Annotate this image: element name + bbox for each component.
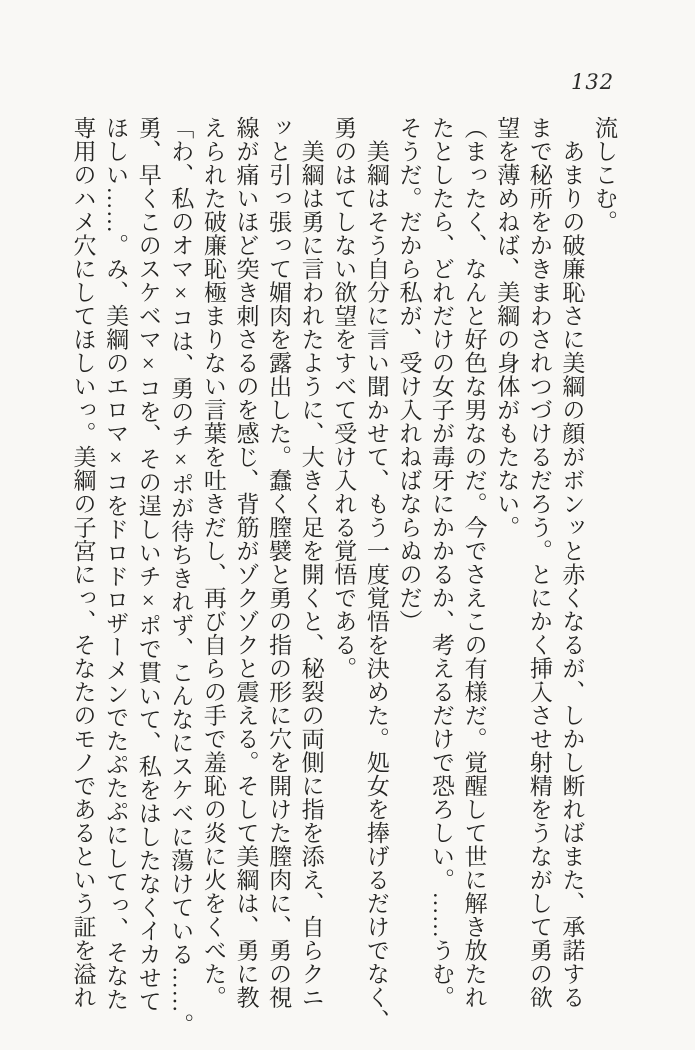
page-number: 132 — [571, 70, 615, 94]
text-line: 専用のハメ穴にしてほしいっ。美綱の子宮にっ、そなたのモノであるという証を溢れ — [70, 116, 96, 1009]
text-line: ほしい……。み、美綱のエロマ×コをドロドロザーメンでたぷたぷにしてっ、そなた — [103, 116, 129, 1011]
text-line: えられた破廉恥極まりない言葉を吐きだし、再び自らの手で羞恥の炎に火をくべた。 — [200, 116, 226, 1009]
text-line: たとしたら、どれだけの女子が毒牙にかかるか、考えるだけで恐ろしい。……うむ。 — [429, 116, 455, 1009]
text-line: あまりの破廉恥さに美綱の顔がボンッと赤くなるが、しかし断ればまた、承諾する — [559, 116, 585, 1009]
body-text — [66, 116, 620, 1050]
text-line: 美綱はそう自分に言い聞かせて、もう一度覚悟を決めた。処女を捧げるだけでなく、 — [363, 116, 389, 1033]
text-line: 望を薄めねば、美綱の身体がもたない。 — [494, 116, 520, 539]
text-line: （まったく、なんと好色な男なのだ。今でさえこの有様だ。覚醒して世に解き放たれ — [461, 116, 487, 1009]
text-line: 美綱は勇に言われたように、大きく足を開くと、秘裂の両側に指を添え、自らクニ — [298, 116, 324, 1009]
text-line: 「わ、私のオマ×コは、勇のチ×ポが待ちきれず、こんなにスケベに蕩けている……。 — [168, 116, 194, 1037]
text-line: 線が痛いほど突き刺さるのを感じ、背筋がゾクゾクと震える。そして美綱は、勇に教 — [233, 116, 259, 1009]
text-line: 流しこむ。 — [592, 116, 617, 234]
text-line: まで秘所をかきまわされつづけるだろう。とにかく挿入させ射精をうながして勇の欲 — [526, 116, 552, 1009]
text-line: 勇のはてしない欲望をすべて受け入れる覚悟である。 — [331, 116, 357, 680]
text-line: ッと引っ張って媚肉を露出した。蠢く膣襞と勇の指の形に穴を開けた膣肉に、勇の視 — [266, 116, 292, 1009]
text-line: 勇、早くこのスケベマ×コを、その逞しいチ×ポで貫いて、私をはしたなくイカせて — [135, 116, 161, 1013]
text-line: そうだ。だから私が、受け入れねばならぬのだ） — [396, 116, 422, 633]
